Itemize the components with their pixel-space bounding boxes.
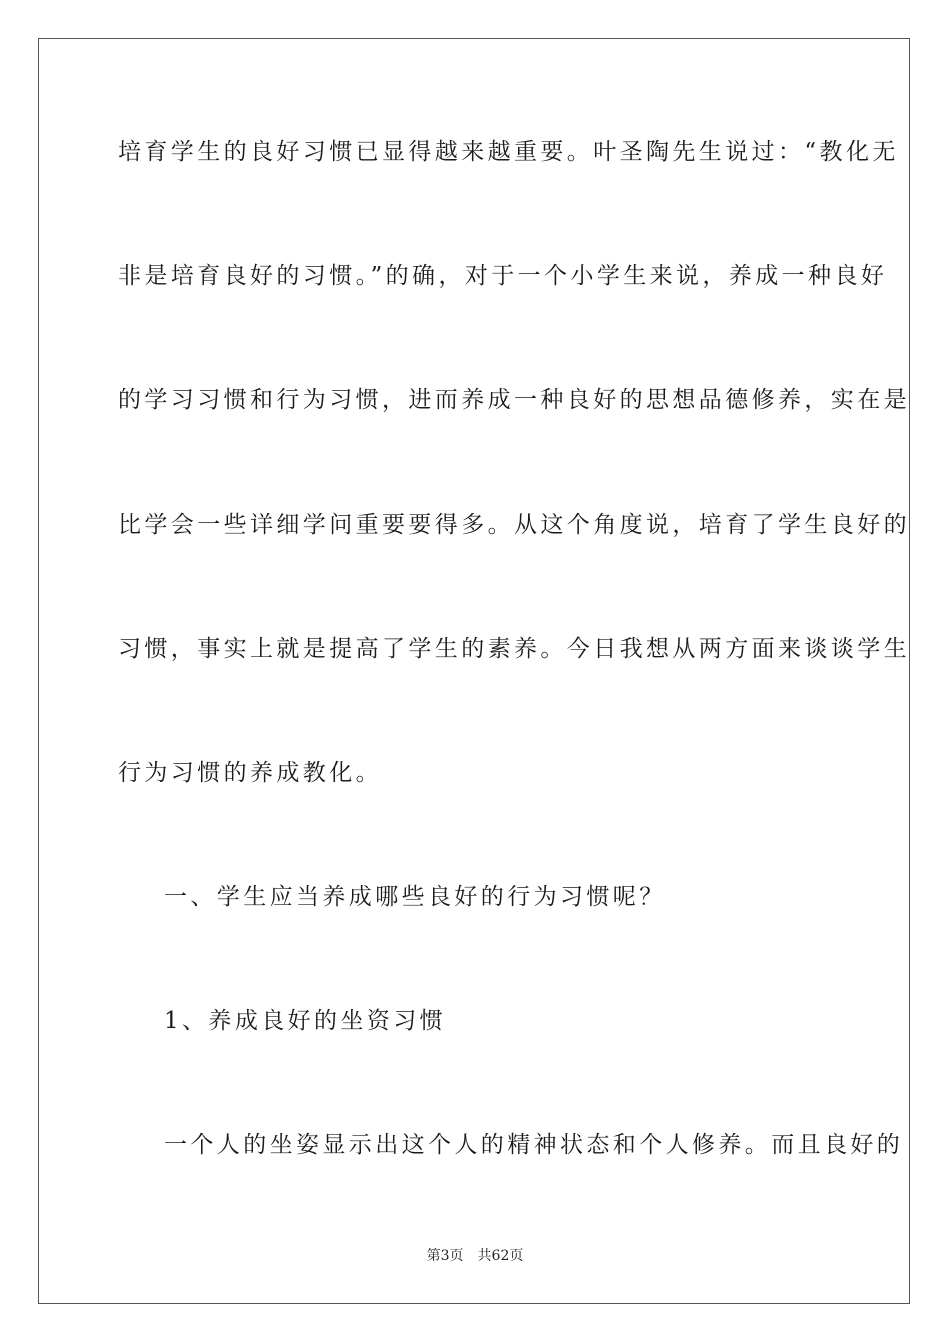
page-total: 共62页 bbox=[477, 1248, 524, 1264]
paragraph-line: 非是培育良好的习惯。”的确，对于一个小学生来说，养成一种良好 bbox=[118, 263, 888, 289]
paragraph-line: 的学习习惯和行为习惯，进而养成一种良好的思想品德修养，实在是 bbox=[118, 387, 910, 413]
paragraph-line: 一个人的坐姿显示出这个人的精神状态和个人修养。而且良好的 bbox=[164, 1132, 904, 1158]
paragraph-line: 比学会一些详细学问重要要得多。从这个角度说，培育了学生良好的 bbox=[118, 512, 910, 538]
paragraph-line: 培育学生的良好习惯已显得越来越重要。叶圣陶先生说过：“教化无 bbox=[118, 139, 899, 165]
paragraph-line: 行为习惯的养成教化。 bbox=[118, 760, 382, 786]
page-footer bbox=[0, 1246, 950, 1266]
section-heading: 一、学生应当养成哪些良好的行为习惯呢？ bbox=[164, 884, 666, 910]
subsection-heading: 1、养成良好的坐资习惯 bbox=[164, 1008, 447, 1034]
page-number: 第3页 bbox=[426, 1248, 464, 1264]
page-border bbox=[38, 38, 910, 1304]
paragraph-line: 习惯，事实上就是提高了学生的素养。今日我想从两方面来谈谈学生 bbox=[118, 636, 910, 662]
